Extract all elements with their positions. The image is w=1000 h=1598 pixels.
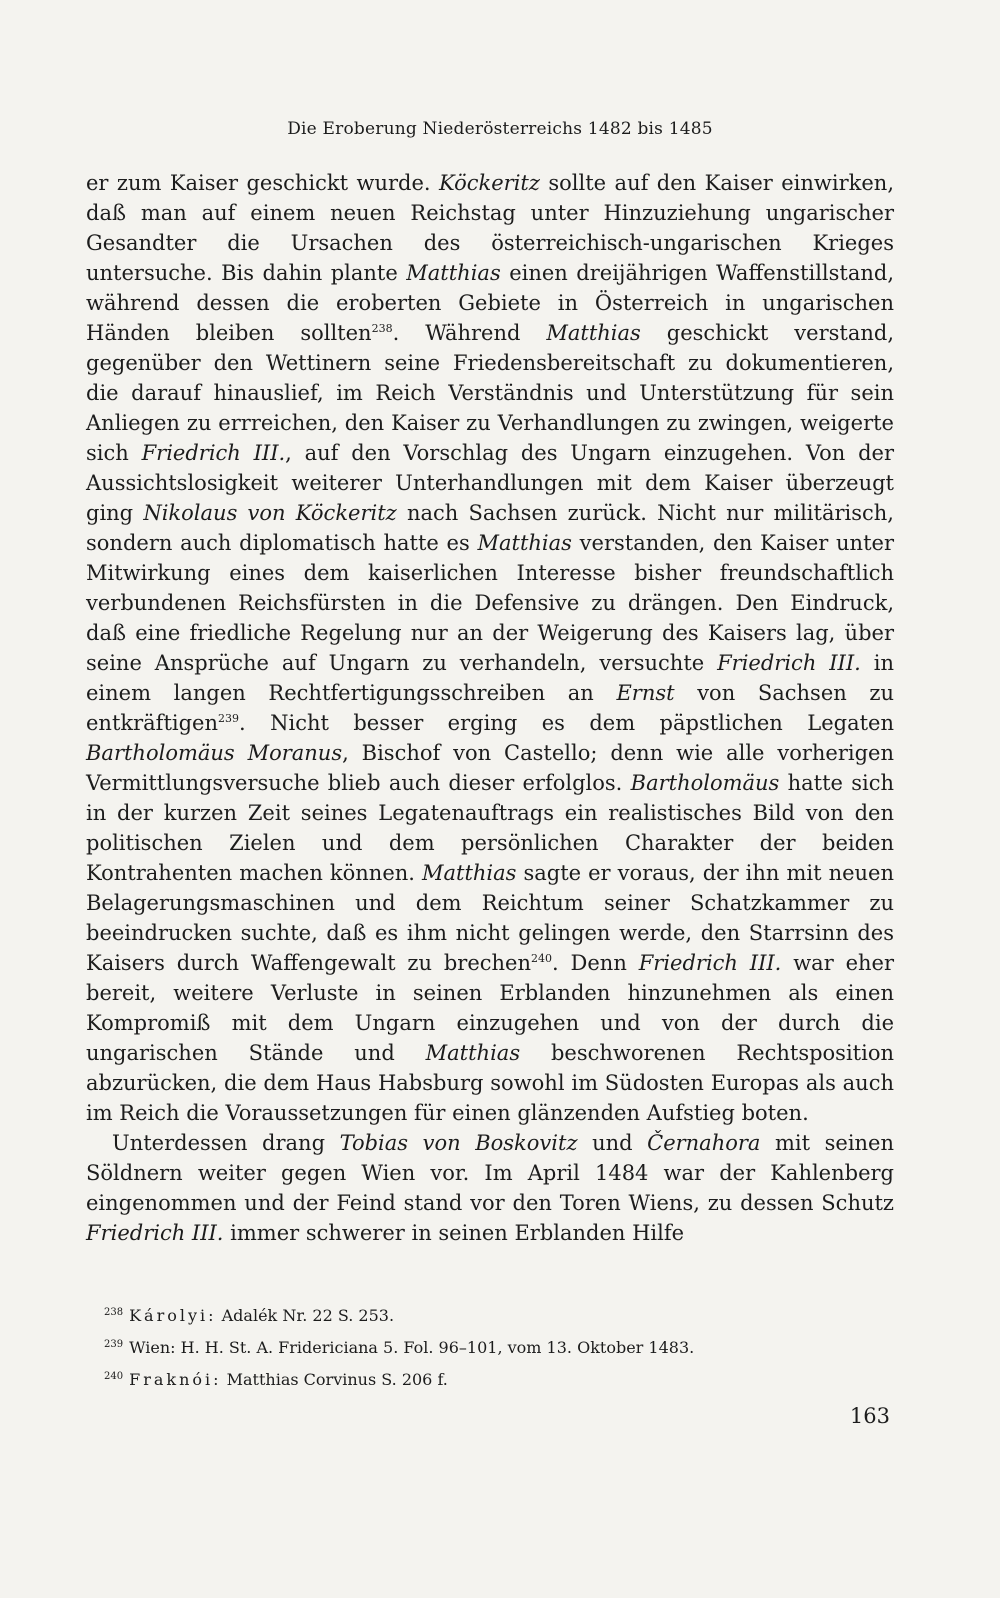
text-run: sagte er voraus, der ihn mit neuen Belagerungsmaschinen und dem Reichtum seiner Schatzkammer zu beeindrucken suchte, daß es ihm nicht gelingen werde, den Starrsinn des Kaisers durch Waffengewalt zu brechen (86, 861, 894, 975)
text-run: verstanden, den Kaiser unter Mitwirkung eines dem kaiserlichen Interesse bisher freundschaftlich verbundenen Reichsfürsten in die Defensive zu drängen. Den Eindruck, daß eine friedliche Regelung nur an der Weigerung des Kaisers lag, über seine Ansprüche auf Ungarn zu verhandeln, versuchte (86, 531, 894, 675)
main-text (86, 168, 894, 1248)
text-run: . Nicht besser erging es dem päpstlichen Legaten (239, 711, 894, 735)
person-name: Matthias (546, 321, 641, 345)
person-name: Ernst (616, 681, 675, 705)
footnote-ref: 239 (218, 712, 239, 725)
person-name: Friedrich III. (638, 951, 782, 975)
person-name: Friedrich III. (717, 651, 861, 675)
text-run: nach Sachsen zurück. Nicht nur militärisch, sondern auch diplomatisch hatte es (86, 501, 894, 555)
footnote-number: 239 (104, 1339, 124, 1350)
footnote-240 (104, 1362, 894, 1394)
footnotes (104, 1298, 894, 1394)
person-name: Nikolaus von Köckeritz (143, 501, 397, 525)
text-run: und (577, 1131, 648, 1155)
text-run: mit seinen Söldnern weiter gegen Wien vor. Im April 1484 war der Kahlenberg eingenommen und der Feind stand vor den Toren Wiens, zu dessen Schutz (86, 1131, 895, 1215)
person-name: Friedrich III. (86, 1221, 224, 1245)
text-run: geschickt verstand, gegenüber den Wettinern seine Friedensbereitschaft zu dokumentieren, die darauf hinauslief, im Reich Verständnis und Unterstützung für sein Anliegen zu errreichen, den Kaiser zu Verhandlungen zu zwingen, weigerte sich (86, 321, 894, 465)
running-head: Die Eroberung Niederösterreichs 1482 bis 1485 (287, 119, 713, 139)
text-run: . Denn (552, 951, 639, 975)
text-run: , auf den Vorschlag des Ungarn einzugehen. Von der Aussichtslosigkeit weiterer Unterhandlungen mit dem Kaiser überzeugt ging (86, 441, 894, 525)
footnote-author: Fraknói: (129, 1370, 222, 1389)
footnote-text: Wien: H. H. St. A. Fridericiana 5. Fol. 96–101, vom 13. Oktober 1483. (129, 1338, 695, 1357)
text-run: . Während (392, 321, 547, 345)
footnote-number: 240 (104, 1371, 124, 1382)
footnote-text: Matthias Corvinus S. 206 f. (226, 1370, 448, 1389)
text-run: Unterdessen drang (112, 1131, 340, 1155)
footnote-author: Károlyi: (129, 1306, 217, 1325)
page-number: 163 (849, 1404, 890, 1428)
footnote-ref: 240 (531, 952, 553, 965)
text-run: in einem langen Rechtfertigungsschreiben an (86, 651, 894, 705)
footnote-number: 238 (104, 1307, 124, 1318)
footnote-238 (104, 1298, 894, 1330)
text-run: immer schwerer in seinen Erblanden Hilfe (223, 1221, 685, 1245)
footnote-239 (104, 1330, 894, 1362)
text-run: sollte auf den Kaiser einwirken, daß man auf einem neuen Reichstag unter Hinzuziehung ungarischer Gesandter die Ursachen des österreichisch-ungarischen Krieges untersuche. Bis dahin plante (86, 171, 894, 285)
person-name: Tobias von Boskovitz (339, 1131, 578, 1155)
text-run: einen dreijährigen Waffenstillstand, während dessen die eroberten Gebiete in Österreich in ungarischen Händen bleiben sollten (86, 261, 895, 345)
paragraph-1 (86, 168, 894, 1128)
person-name: Bartholomäus Moranus (86, 741, 343, 765)
person-name: Friedrich III. (141, 441, 286, 465)
person-name: Černahora (647, 1131, 761, 1155)
text-run: er zum Kaiser geschickt wurde. (86, 171, 439, 195)
text-run: war eher bereit, weitere Verluste in seinen Erblanden hinzunehmen als einen Kompromiß mit dem Ungarn einzugehen und von der durch die ungarischen Stände und (86, 951, 894, 1065)
person-name: Matthias (422, 861, 517, 885)
footnote-ref: 238 (371, 322, 393, 335)
person-name: Köckeritz (439, 171, 540, 195)
paragraph-2 (86, 1128, 894, 1248)
text-run: hatte sich in der kurzen Zeit seines Legatenauftrags ein realistisches Bild von den politischen Zielen und dem persönlichen Charakter der beiden Kontrahenten machen können. (86, 771, 895, 885)
text-run: von Sachsen zu entkräftigen (86, 681, 894, 735)
text-run: beschworenen Rechtsposition abzurücken, die dem Haus Habsburg sowohl im Südosten Europas als auch im Reich die Voraussetzungen für einen glänzenden Aufstieg boten. (86, 1041, 894, 1125)
person-name: Bartholomäus (630, 771, 780, 795)
footnote-text: Adalék Nr. 22 S. 253. (221, 1306, 395, 1325)
person-name: Matthias (477, 531, 572, 555)
person-name: Matthias (425, 1041, 521, 1065)
text-run: , Bischof von Castello; denn wie alle vorherigen Vermittlungsversuche blieb auch dieser erfolglos. (86, 741, 895, 795)
person-name: Matthias (406, 261, 501, 285)
